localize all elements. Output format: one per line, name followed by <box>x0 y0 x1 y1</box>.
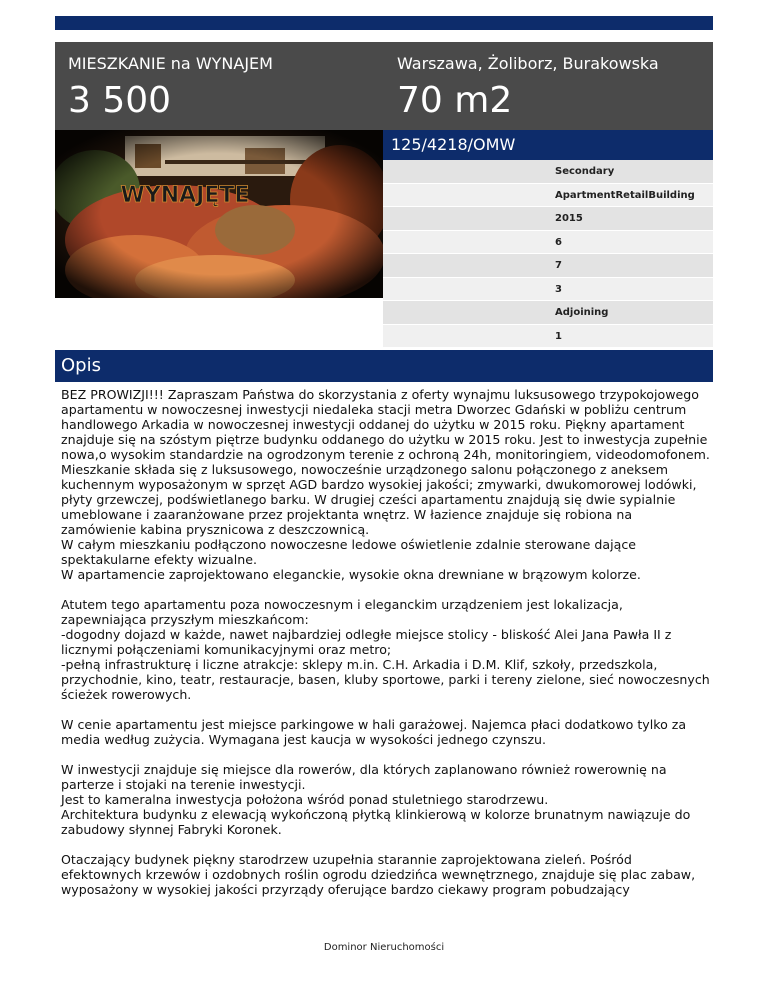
detail-row: ApartmentRetailBuilding <box>383 184 713 208</box>
description-paragraph: Otaczający budynek piękny starodrzew uzupełnia starannie zaprojektowana zieleń. Pośród efektownych krzewów i ozdobnych roślin ogrodu dziedzińca wewnętrznego, znajduje się plac zabaw, wyposażony w wysokiej jakości przyrządy oferujące bardzo ciekawy program pobudzający <box>61 852 696 897</box>
description-paragraph: W inwestycji znajduje się miejsce dla rowerów, dla których zaplanowano również rowerownię na parterze i stojaki na terenie inwestycji. Jest to kameralna inwestycja położona wśród ponad stuletniego starodrzewu. Architektura budynku z elewacją wykończoną płytką klinkierową w kolorze brunatnym nawiązuje do zabudowy słynnej Fabryki Koronek. <box>61 762 691 837</box>
description-paragraph: W cenie apartamentu jest miejsce parkingowe w hali garażowej. Najemca płaci dodatkowo tylko za media według zużycia. Wymagana jest kaucja w wysokości jednego czynszu. <box>61 717 687 747</box>
footer-agency: Dominor Nieruchomości <box>323 942 445 953</box>
rented-overlay-text: WYNAJĘTE <box>120 183 250 208</box>
detail-row: 3 <box>383 278 713 302</box>
detail-row: Secondary <box>383 160 713 184</box>
detail-row: 2015 <box>383 207 713 231</box>
description-paragraph: Atutem tego apartamentu poza nowoczesnym i eleganckim urządzeniem jest lokalizacja, zapewniająca przyszłym mieszkańcom: -dogodny dojazd w każde, nawet najbardziej odległe miejsce stolicy - bliskość Alei Jana Pawła II z licznymi połączeniami komunikacyjnymi oraz metro; -pełną infrastrukturę i liczne atrakcje: sklepy m.in. C.H. Arkadia i D.M. Klif, szkoły, przedszkola, przychodnie, kino, teatr, restauracje, basen, kluby sportowe, parki i tereny zielone, sieć nowoczesnych ścieżek rowerowych. <box>61 597 710 702</box>
listing-header <box>55 42 713 130</box>
header-left <box>68 54 273 122</box>
detail-row: Adjoining <box>383 301 713 325</box>
description-paragraph: BEZ PROWIZJI!!! Zapraszam Państwa do skorzystania z oferty wynajmu luksusowego trzypokojowego apartamentu w nowoczesnej inwestycji niedaleka stacji metra Dworzec Gdański w pobliżu centrum handlowego Arkadia w nowoczesnej inwestycji oddanej do użytku w 2015 roku. Piękny apartament znajduje się na szóstym piętrze budynku oddanego do użytku w 2015 roku. Jest to inwestycja zupełnie nowa,o wysokim standardzie na ogrodzonym terenie z ochroną 24h, monitoringiem, videodomofonem. Mieszkanie składa się z luksusowego, nowocześnie urządzonego salonu połączonego z aneksem kuchennym wyposażonym w sprzęt AGD bardzo wysokiej jakości; zmywarki, dwukomorowej lodówki, płyty grzewczej, podświetlanego barku. W drugiej cześci apartamentu znajdują się dwie sypialnie umeblowane i zaaranżowane przez projektanta wnętrz. W łazience znajduje się robiona na zamówienie kabina prysznicowa z deszczownicą. W całym mieszkaniu podłączono nowoczesne ledowe oświetlenie zdalnie sterowane dające spektakularne efekty wizualne. W apartamencie zaprojektowano eleganckie, wysokie okna drewniane w brązowym kolorze. <box>61 387 710 582</box>
detail-row: 7 <box>383 254 713 278</box>
description-text <box>61 387 711 912</box>
header-right <box>397 54 659 122</box>
property-photo-image <box>55 130 383 298</box>
listing-location: Warszawa, Żoliborz, Burakowska <box>397 54 659 73</box>
listing-price: 3 500 <box>68 80 172 121</box>
section-title-description: Opis <box>55 350 713 382</box>
property-photo <box>55 130 383 298</box>
listing-area: 70 m2 <box>397 80 513 121</box>
listing-reference: 125/4218/OMW <box>383 130 713 160</box>
top-accent-bar <box>55 16 713 30</box>
detail-row: 1 <box>383 325 713 349</box>
details-table <box>383 160 713 348</box>
detail-row: 6 <box>383 231 713 255</box>
listing-type-label: MIESZKANIE na WYNAJEM <box>68 54 273 73</box>
